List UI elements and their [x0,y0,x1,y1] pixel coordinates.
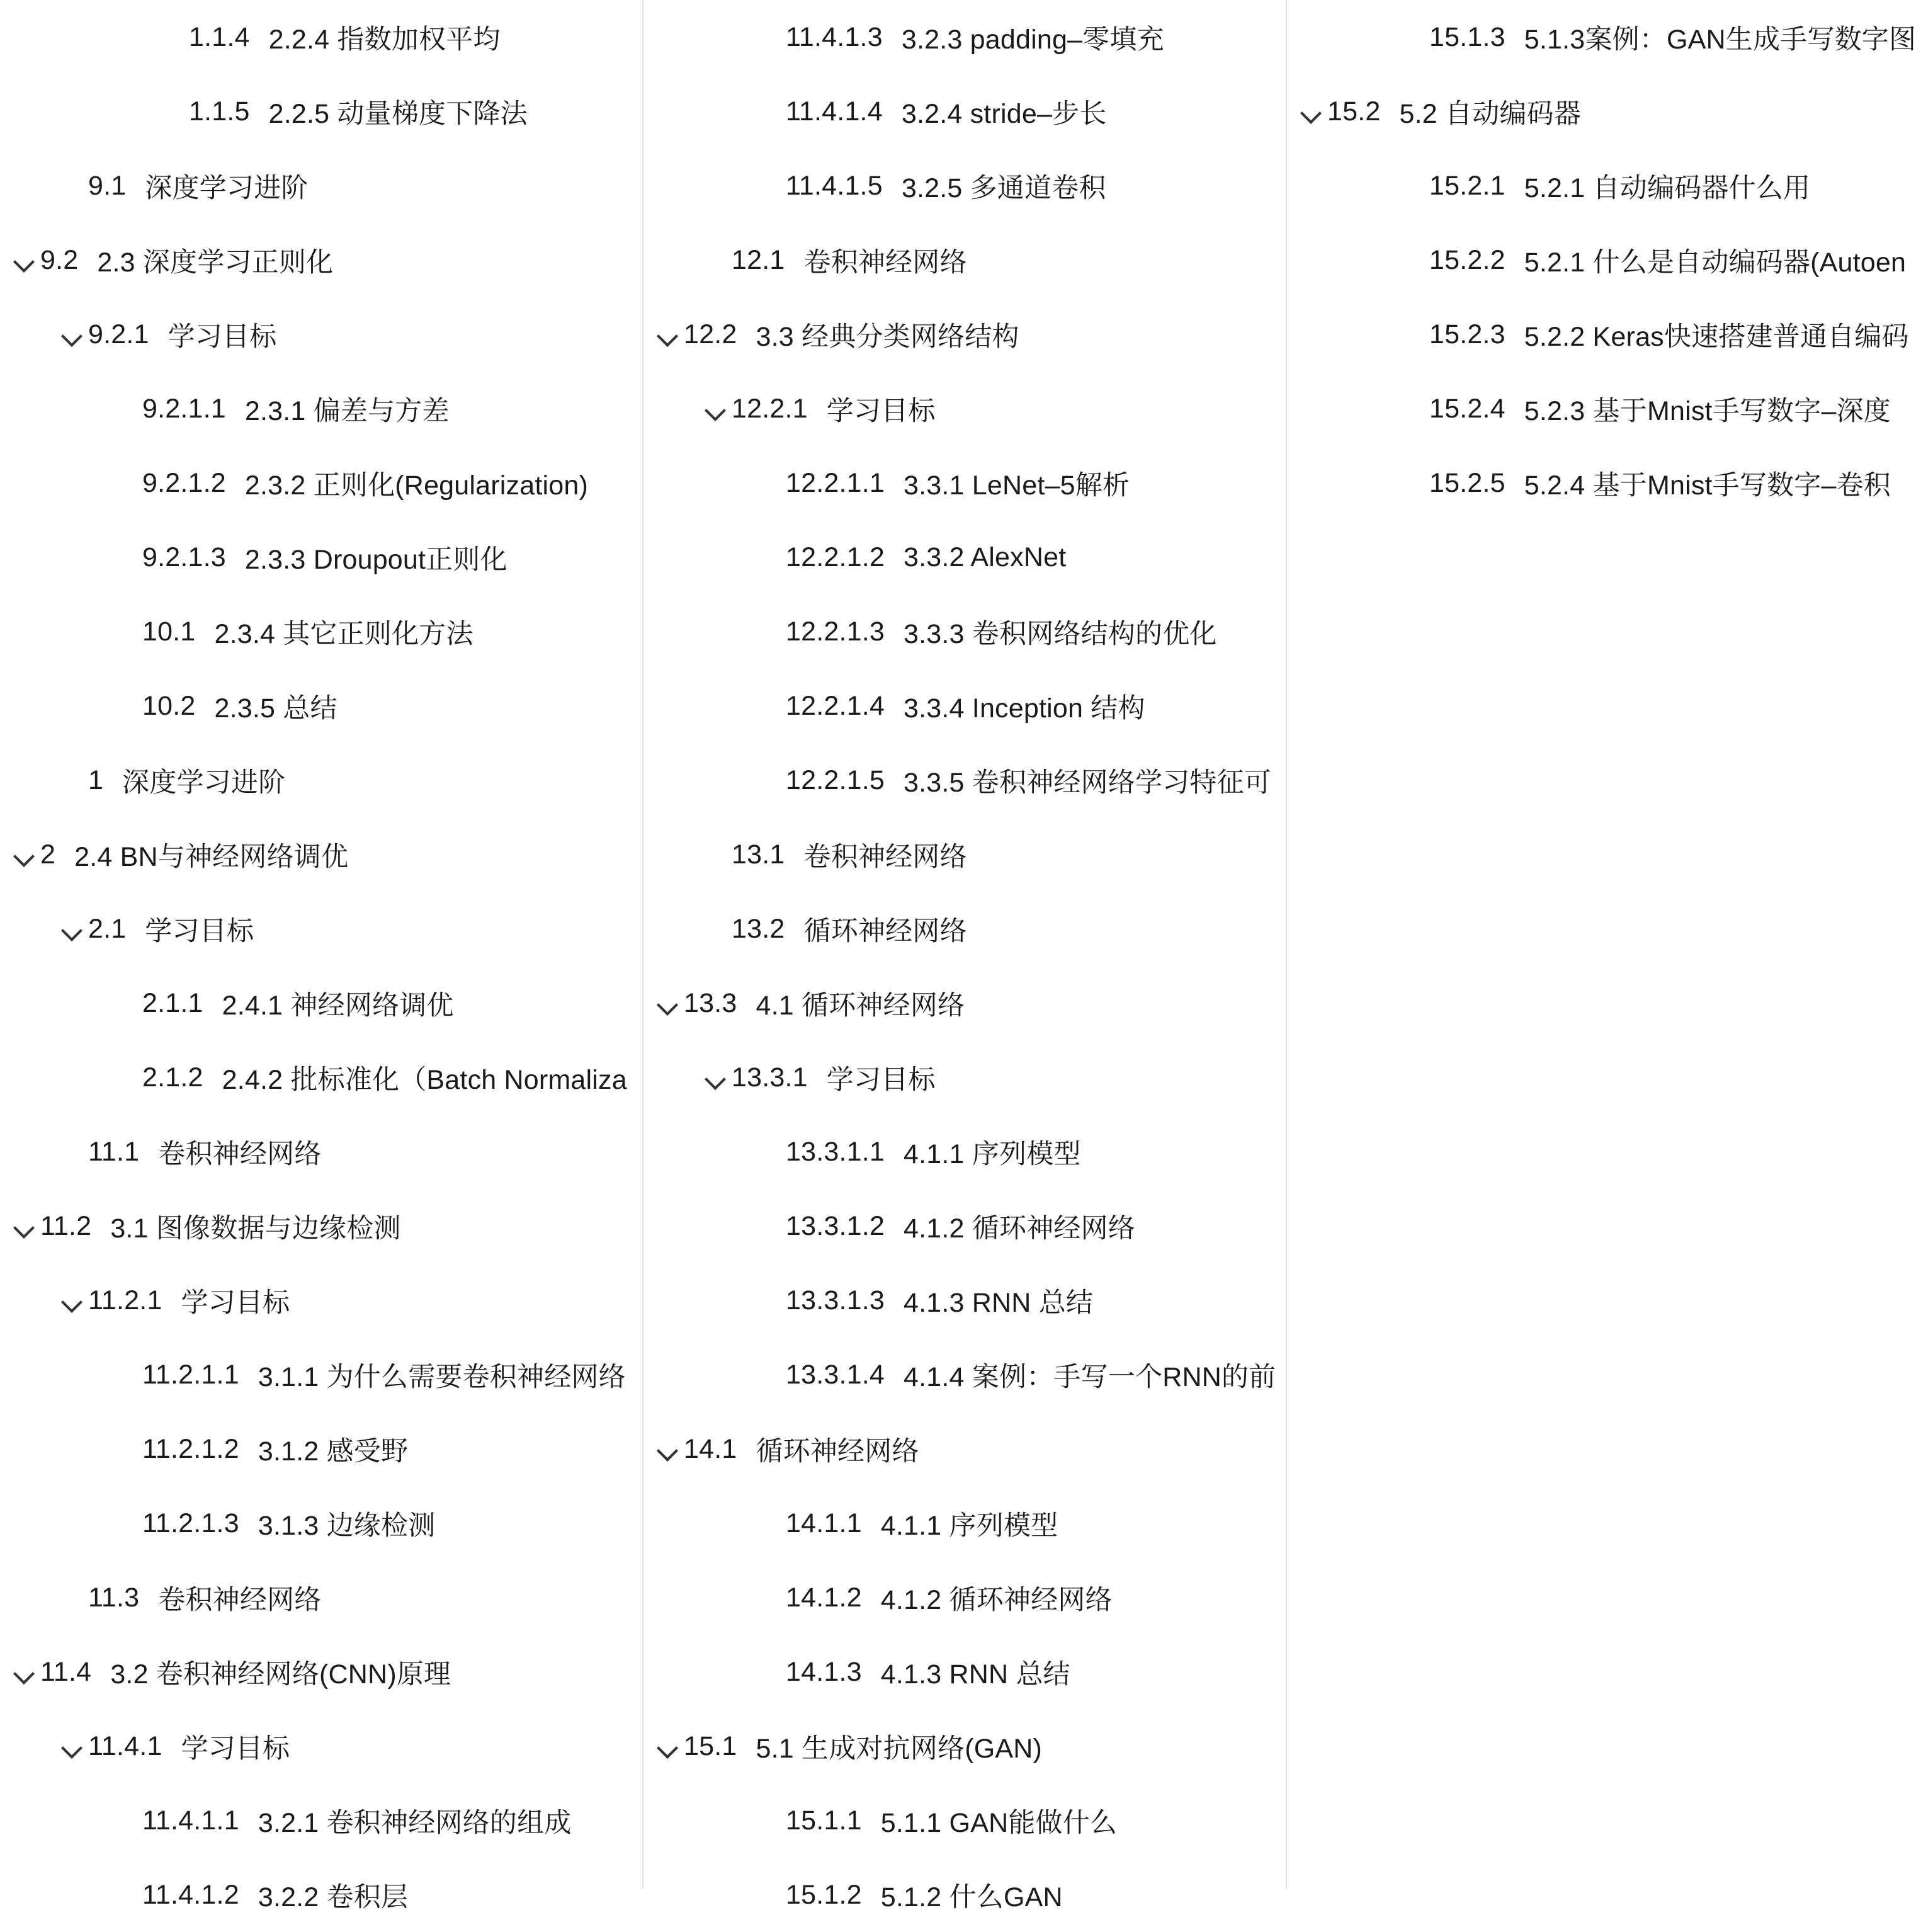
chevron-down-icon[interactable] [700,1063,729,1092]
outline-item-label: 学习目标 [167,321,277,352]
outline-item-label: 2.2.5 动量梯度下降法 [268,98,528,129]
outline-item-number: 10.1 [142,616,196,647]
outline-item[interactable] [643,1635,1286,1709]
caret-placeholder [700,914,729,943]
caret-placeholder [111,1063,140,1092]
chevron-down-icon[interactable] [57,1732,86,1761]
chevron-down-icon[interactable] [9,246,38,275]
chevron-down-icon[interactable] [9,840,38,869]
outline-item[interactable] [1287,0,1916,74]
outline-item-number: 13.3 [684,987,737,1018]
outline-item[interactable] [0,1040,642,1115]
outline-item[interactable] [1287,223,1907,297]
outline-item[interactable] [643,1338,1286,1412]
outline-item-label: 2.4 BN与神经网络调优 [74,841,349,872]
caret-placeholder [1398,394,1427,423]
outline-item[interactable] [0,520,642,594]
outline-item-number: 12.2.1.5 [786,764,885,795]
outline-item-label: 5.2.2 Keras快速搭建普通自编码 [1524,321,1909,352]
outline-item-label: 4.1.4 案例：手写一个RNN的前 [904,1361,1276,1392]
caret-placeholder [1398,246,1427,275]
outline-item-label: 3.2.1 卷积神经网络的组成 [258,1807,572,1838]
outline-item[interactable] [0,74,642,149]
outline-item[interactable] [643,223,1286,297]
outline-item[interactable] [1287,74,1888,149]
outline-item[interactable] [643,297,1286,372]
outline-item-label: 循环神经网络 [756,1436,919,1467]
caret-placeholder [57,171,86,200]
caret-placeholder [111,469,140,497]
outline-item-number: 15.2.2 [1429,244,1505,275]
outline-item-number: 12.2.1.1 [786,467,885,498]
outline-item[interactable] [0,669,642,743]
outline-item-number: 11.4.1.3 [786,21,883,52]
outline-item[interactable] [0,743,642,817]
outline-item[interactable] [643,1189,1286,1263]
outline-item-number: 9.1 [88,170,127,201]
outline-item[interactable] [643,669,1286,743]
outline-item-number: 2 [40,839,56,870]
outline-item-label: 4.1.1 序列模型 [904,1139,1081,1169]
outline-item-number: 1.1.4 [189,21,250,52]
outline-item-number: 14.1.2 [786,1582,862,1613]
outline-item-number: 13.3.1.1 [786,1136,885,1167]
outline-item-number: 11.2 [40,1210,92,1241]
caret-placeholder [1398,23,1427,52]
outline-item-label: 5.1 生成对抗网络(GAN) [756,1733,1043,1764]
outline-item[interactable] [0,817,642,892]
caret-placeholder [754,691,783,720]
chevron-down-icon[interactable] [652,1435,681,1463]
caret-placeholder [111,1509,140,1538]
caret-placeholder [754,1657,783,1686]
outline-item-label: 学习目标 [826,1064,936,1095]
outline-item-label: 2.4.1 神经网络调优 [222,990,454,1021]
outline-item-label: 3.1.2 感受野 [258,1436,409,1467]
outline-item-number: 15.2.4 [1429,393,1505,424]
outline-item-number: 11.4.1 [88,1730,162,1761]
outline-item-number: 15.1.2 [786,1879,862,1910]
outline-item-number: 12.2 [684,319,737,349]
outline-item[interactable] [1287,372,1891,446]
caret-placeholder [754,1360,783,1389]
outline-item[interactable] [0,1635,642,1709]
caret-placeholder [700,246,729,275]
outline-item[interactable] [643,1486,1286,1560]
outline-item-label: 学习目标 [181,1733,290,1764]
outline-item-label: 2.4.2 批标准化（Batch Normaliza [222,1064,627,1095]
outline-item-label: 3.2.4 stride–步长 [901,98,1107,129]
caret-placeholder [754,1806,783,1835]
chevron-down-icon[interactable] [57,320,86,349]
outline-item-label: 3.3.1 LeNet–5解析 [904,470,1130,501]
outline-item-number: 2.1.1 [142,987,203,1018]
outline-item-number: 11.4 [40,1656,92,1687]
outline-item-label: 5.1.3案例：GAN生成手写数字图 [1524,24,1916,55]
outline-item-label: 卷积神经网络 [803,247,967,278]
chevron-down-icon[interactable] [652,320,681,349]
outline-item-label: 学习目标 [826,395,936,426]
outline-item[interactable] [643,446,1286,520]
outline-item[interactable] [643,1709,1286,1783]
outline-item-number: 11.2.1.2 [142,1433,239,1464]
outline-item-label: 2.3.1 偏差与方差 [244,395,450,426]
outline-item-label: 4.1.2 循环神经网络 [904,1213,1135,1244]
outline-item[interactable] [0,1412,642,1486]
caret-placeholder [157,23,186,52]
caret-placeholder [754,23,783,52]
outline-item-number: 15.2.5 [1429,467,1505,498]
outline-item[interactable] [0,1263,642,1338]
outline-item-label: 3.2.2 卷积层 [258,1882,409,1912]
outline-item[interactable] [643,520,1286,594]
caret-placeholder [111,989,140,1018]
outline-item-label: 深度学习进阶 [145,173,309,203]
caret-placeholder [754,543,783,572]
caret-placeholder [754,97,783,126]
outline-item-number: 11.4.1.1 [142,1805,239,1836]
outline-item-number: 15.1 [684,1730,737,1761]
outline-item-label: 学习目标 [181,1287,290,1318]
outline-item[interactable] [643,594,1286,669]
outline-item[interactable] [643,1412,1286,1486]
outline-item[interactable] [0,1189,642,1263]
outline-item[interactable] [643,1040,1286,1115]
outline-item[interactable] [0,1486,642,1560]
chevron-down-icon[interactable] [9,1212,38,1241]
caret-placeholder [111,1435,140,1463]
outline-item[interactable] [0,297,642,372]
outline-item-label: 2.3.5 总结 [214,693,337,724]
outline-item-label: 3.3.5 卷积神经网络学习特征可 [904,767,1271,798]
outline-item[interactable] [0,372,642,446]
caret-placeholder [754,1509,783,1538]
outline-item[interactable] [0,594,642,669]
outline-item-label: 5.2.4 基于Mnist手写数字–卷积 [1524,470,1891,501]
outline-item[interactable] [0,446,642,520]
outline-item-number: 13.3.1.2 [786,1210,885,1241]
outline-item-label: 4.1.2 循环神经网络 [880,1584,1113,1615]
outline-item[interactable] [0,1858,642,1932]
outline-item-label: 3.3.3 卷积网络结构的优化 [904,618,1217,649]
outline-item-number: 14.1.3 [786,1656,862,1687]
outline-column-1 [0,0,643,1912]
outline-item-number: 9.2.1.3 [142,542,226,572]
outline-item-label: 循环神经网络 [803,916,967,946]
outline-item-number: 9.2.1 [88,319,149,349]
outline-item-label: 2.3.4 其它正则化方法 [214,618,473,649]
outline-item-label: 卷积神经网络 [158,1139,322,1169]
caret-placeholder [1398,320,1427,349]
outline-item-number: 12.2.1 [732,393,808,424]
outline-column-2 [643,0,1287,1912]
caret-placeholder [111,691,140,720]
outline-item[interactable] [0,966,642,1040]
outline-item-label: 3.2 卷积神经网络(CNN)原理 [110,1659,451,1690]
outline-item[interactable] [0,223,642,297]
outline-item-label: 2.3.3 Droupout正则化 [244,544,507,575]
outline-item-number: 11.3 [88,1582,140,1613]
caret-placeholder [111,1360,140,1389]
outline-item-number: 11.1 [88,1136,140,1167]
outline-item-label: 4.1.3 RNN 总结 [904,1287,1094,1318]
outline-item[interactable] [0,1783,642,1858]
caret-placeholder [754,1212,783,1241]
outline-item-number: 13.3.1 [732,1062,808,1093]
outline-item-number: 9.2.1.2 [142,467,226,498]
outline-item-label: 深度学习进阶 [122,767,286,798]
outline-item-number: 14.1 [684,1433,737,1464]
caret-placeholder [57,766,86,795]
outline-item[interactable] [1287,446,1891,520]
outline-item-number: 15.2 [1327,96,1381,127]
outline-item[interactable] [0,1115,642,1189]
outline-item[interactable] [643,1560,1286,1635]
outline-item-label: 5.2.1 什么是自动编码器(Autoen [1524,247,1907,278]
outline-item-label: 学习目标 [145,916,254,946]
outline-item-label: 3.3.4 Inception 结构 [904,693,1145,724]
outline-item-label: 3.3.2 AlexNet [904,542,1067,572]
outline-column-3 [1287,0,1916,1889]
outline-item-number: 13.3.1.3 [786,1285,885,1315]
outline-item-number: 15.2.1 [1429,170,1505,201]
caret-placeholder [754,469,783,497]
chevron-down-icon[interactable] [652,1732,681,1761]
outline-item-label: 4.1 循环神经网络 [756,990,965,1021]
outline-item-number: 14.1.1 [786,1508,862,1538]
outline-item[interactable] [643,1858,1286,1932]
chevron-down-icon[interactable] [57,914,86,943]
outline-item-number: 11.2.1.3 [142,1508,239,1538]
caret-placeholder [57,1583,86,1612]
outline-item[interactable] [643,1263,1286,1338]
outline-item-label: 2.3 深度学习正则化 [97,247,334,278]
caret-placeholder [754,171,783,200]
outline-item-label: 3.1.1 为什么需要卷积神经网络 [258,1361,626,1392]
outline-item-number: 15.1.3 [1429,21,1505,52]
outline-item-label: 2.2.4 指数加权平均 [268,24,501,55]
outline-item-label: 5.2.3 基于Mnist手写数字–深度 [1524,395,1891,426]
caret-placeholder [111,1880,140,1909]
outline-item-number: 15.1.1 [786,1805,862,1836]
outline-item-label: 4.1.1 序列模型 [880,1510,1058,1541]
caret-placeholder [754,766,783,795]
outline-item-label: 5.1.2 什么GAN [880,1882,1063,1912]
chevron-down-icon[interactable] [9,1657,38,1686]
outline-item-label: 3.3 经典分类网络结构 [756,321,1019,352]
outline-item[interactable] [643,149,1286,223]
caret-placeholder [754,1137,783,1166]
chevron-down-icon[interactable] [57,1286,86,1315]
outline-item-number: 2.1 [88,913,127,944]
outline-item-number: 12.2.1.3 [786,616,885,647]
caret-placeholder [754,1880,783,1909]
caret-placeholder [111,1806,140,1835]
outline-item-number: 12.2.1.2 [786,542,885,572]
caret-placeholder [700,840,729,869]
caret-placeholder [111,617,140,646]
outline-item[interactable] [1287,297,1909,372]
outline-item-number: 12.1 [732,244,785,275]
outline-item[interactable] [1287,149,1888,223]
outline-item-label: 3.2.5 多通道卷积 [901,173,1106,203]
outline-item-label: 3.1 图像数据与边缘检测 [110,1213,401,1244]
caret-placeholder [1398,171,1427,200]
outline-item-number: 9.2 [40,244,79,275]
outline-item[interactable] [0,0,642,74]
chevron-down-icon[interactable] [1296,97,1325,126]
outline-item-number: 13.3.1.4 [786,1359,885,1390]
outline-item-label: 卷积神经网络 [158,1584,322,1615]
outline-item-number: 11.2.1 [88,1285,162,1315]
outline-item-number: 13.1 [732,839,785,870]
outline-item[interactable] [643,817,1286,892]
chevron-down-icon[interactable] [652,989,681,1018]
caret-placeholder [57,1137,86,1166]
outline-item[interactable] [0,1338,642,1412]
outline-item-number: 11.4.1.2 [142,1879,239,1910]
outline-item-number: 12.2.1.4 [786,690,885,721]
outline-item[interactable] [643,372,1286,446]
outline-item[interactable] [643,892,1286,966]
caret-placeholder [157,97,186,126]
caret-placeholder [1398,469,1427,497]
outline-item[interactable] [0,1560,642,1635]
caret-placeholder [111,394,140,423]
outline-item[interactable] [643,1783,1286,1858]
outline-item-label: 5.2.1 自动编码器什么用 [1524,173,1811,203]
outline-item-label: 3.2.3 padding–零填充 [901,24,1164,55]
outline-item-number: 11.4.1.5 [786,170,883,201]
outline-item-label: 4.1.3 RNN 总结 [880,1659,1070,1690]
outline-item[interactable] [0,892,642,966]
outline-item-label: 2.3.2 正则化(Regularization) [244,470,589,501]
caret-placeholder [754,1286,783,1315]
outline-item-label: 卷积神经网络 [803,841,967,872]
outline-item-label: 5.1.1 GAN能做什么 [880,1807,1118,1838]
outline-item[interactable] [0,1709,642,1783]
outline-item[interactable] [643,74,1286,149]
outline-item[interactable] [0,149,642,223]
outline-item-number: 1.1.5 [189,96,250,127]
caret-placeholder [754,617,783,646]
outline-item[interactable] [643,1115,1286,1189]
chevron-down-icon[interactable] [700,394,729,423]
outline-item-label: 5.2 自动编码器 [1399,98,1582,129]
outline-item-number: 9.2.1.1 [142,393,226,424]
outline-item-label: 3.1.3 边缘检测 [258,1510,436,1541]
outline-item-number: 13.2 [732,913,785,944]
caret-placeholder [111,543,140,572]
outline-item-number: 11.2.1.1 [142,1359,239,1390]
outline-item[interactable] [643,743,1286,817]
outline-item-number: 15.2.3 [1429,319,1505,349]
outline-item[interactable] [643,966,1286,1040]
outline-item-number: 2.1.2 [142,1062,203,1093]
outline-item-number: 11.4.1.4 [786,96,883,127]
outline-item[interactable] [643,0,1286,74]
caret-placeholder [754,1583,783,1612]
outline-item-number: 1 [88,764,104,795]
outline-item-number: 10.2 [142,690,196,721]
